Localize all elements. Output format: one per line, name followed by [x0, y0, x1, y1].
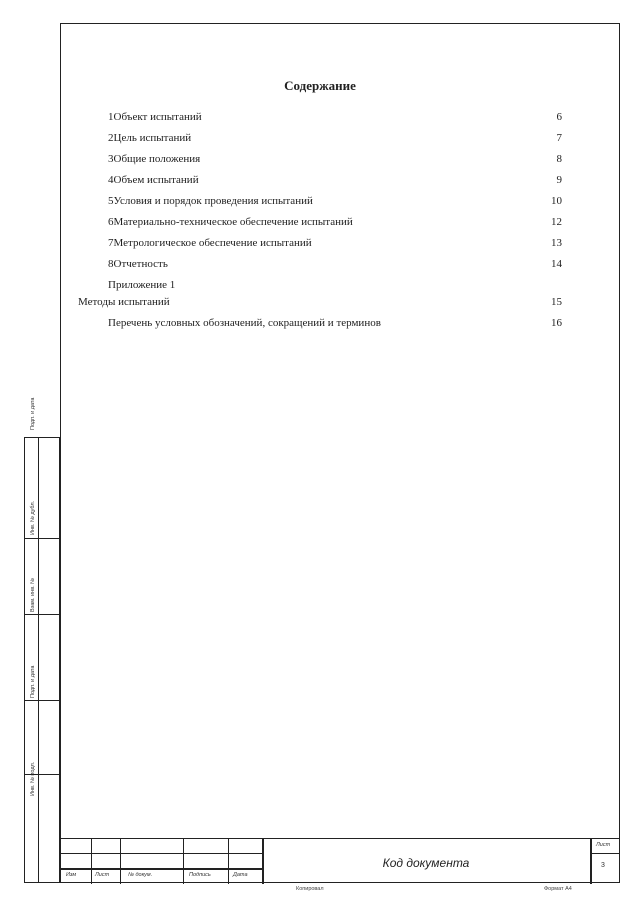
margin-label: Подп. и дата: [30, 665, 36, 698]
toc-page-number: 10: [551, 195, 562, 207]
page-frame: [60, 23, 620, 883]
margin-row-line: [25, 538, 59, 539]
sheet-number: 3: [601, 862, 605, 869]
margin-divider: [38, 438, 39, 882]
toc-item: 2Цель испытаний: [108, 132, 192, 144]
toc-page-number: 6: [556, 111, 562, 123]
toc-page-number: 13: [551, 237, 562, 249]
column-header: Изм: [66, 872, 77, 878]
footer-copied: Копировал: [296, 886, 324, 892]
margin-row-line: [25, 700, 59, 701]
margin-label: Подп. и дата: [30, 397, 36, 430]
toc-item: 1Объект испытаний: [108, 111, 202, 123]
margin-label: Взам. инв. №: [30, 577, 36, 612]
appendix-sub-label: Методы испытаний: [78, 296, 170, 308]
margin-label: Инв. № дубл.: [30, 500, 36, 535]
appendix-label: Приложение 1: [108, 279, 176, 291]
column-header: Подпись: [189, 872, 211, 878]
toc-title: Содержание: [284, 78, 356, 93]
toc-page-number: 16: [551, 317, 562, 329]
toc-item: 3Общие положения: [108, 153, 201, 165]
toc-item: 5Условия и порядок проведения испытаний: [108, 195, 313, 207]
column-header: Дата: [233, 872, 248, 878]
toc-page-number: 7: [556, 132, 562, 144]
footer-format: Формат А4: [544, 886, 572, 892]
document-code: Код документа: [382, 856, 470, 870]
toc-item: 8Отчетность: [108, 258, 168, 270]
title-block-line: [228, 839, 229, 884]
glossary-item: Перечень условных обозначений, сокращений и терминов: [108, 317, 381, 329]
column-header: № докум.: [128, 872, 153, 878]
title-block-line: [590, 839, 592, 884]
sheet-label: Лист: [596, 842, 611, 848]
toc-page-number: 9: [556, 174, 562, 186]
toc-page-number: 15: [551, 296, 562, 308]
column-header: Лист: [95, 872, 110, 878]
toc-item: 4Объем испытаний: [108, 174, 199, 186]
margin-label: Инв. № подл.: [30, 761, 36, 796]
title-block-line: [183, 839, 184, 884]
title-block-line: [590, 853, 620, 854]
title-block-line: [120, 839, 121, 884]
toc-item: 6Материально-техническое обеспечение испытаний: [108, 216, 353, 228]
toc-page-number: 12: [551, 216, 562, 228]
margin-row-line: [25, 614, 59, 615]
title-block-line: [91, 839, 92, 884]
toc-page-number: 8: [556, 153, 562, 165]
toc-item: 7Метрологическое обеспечение испытаний: [108, 237, 312, 249]
toc-page-number: 14: [551, 258, 562, 270]
